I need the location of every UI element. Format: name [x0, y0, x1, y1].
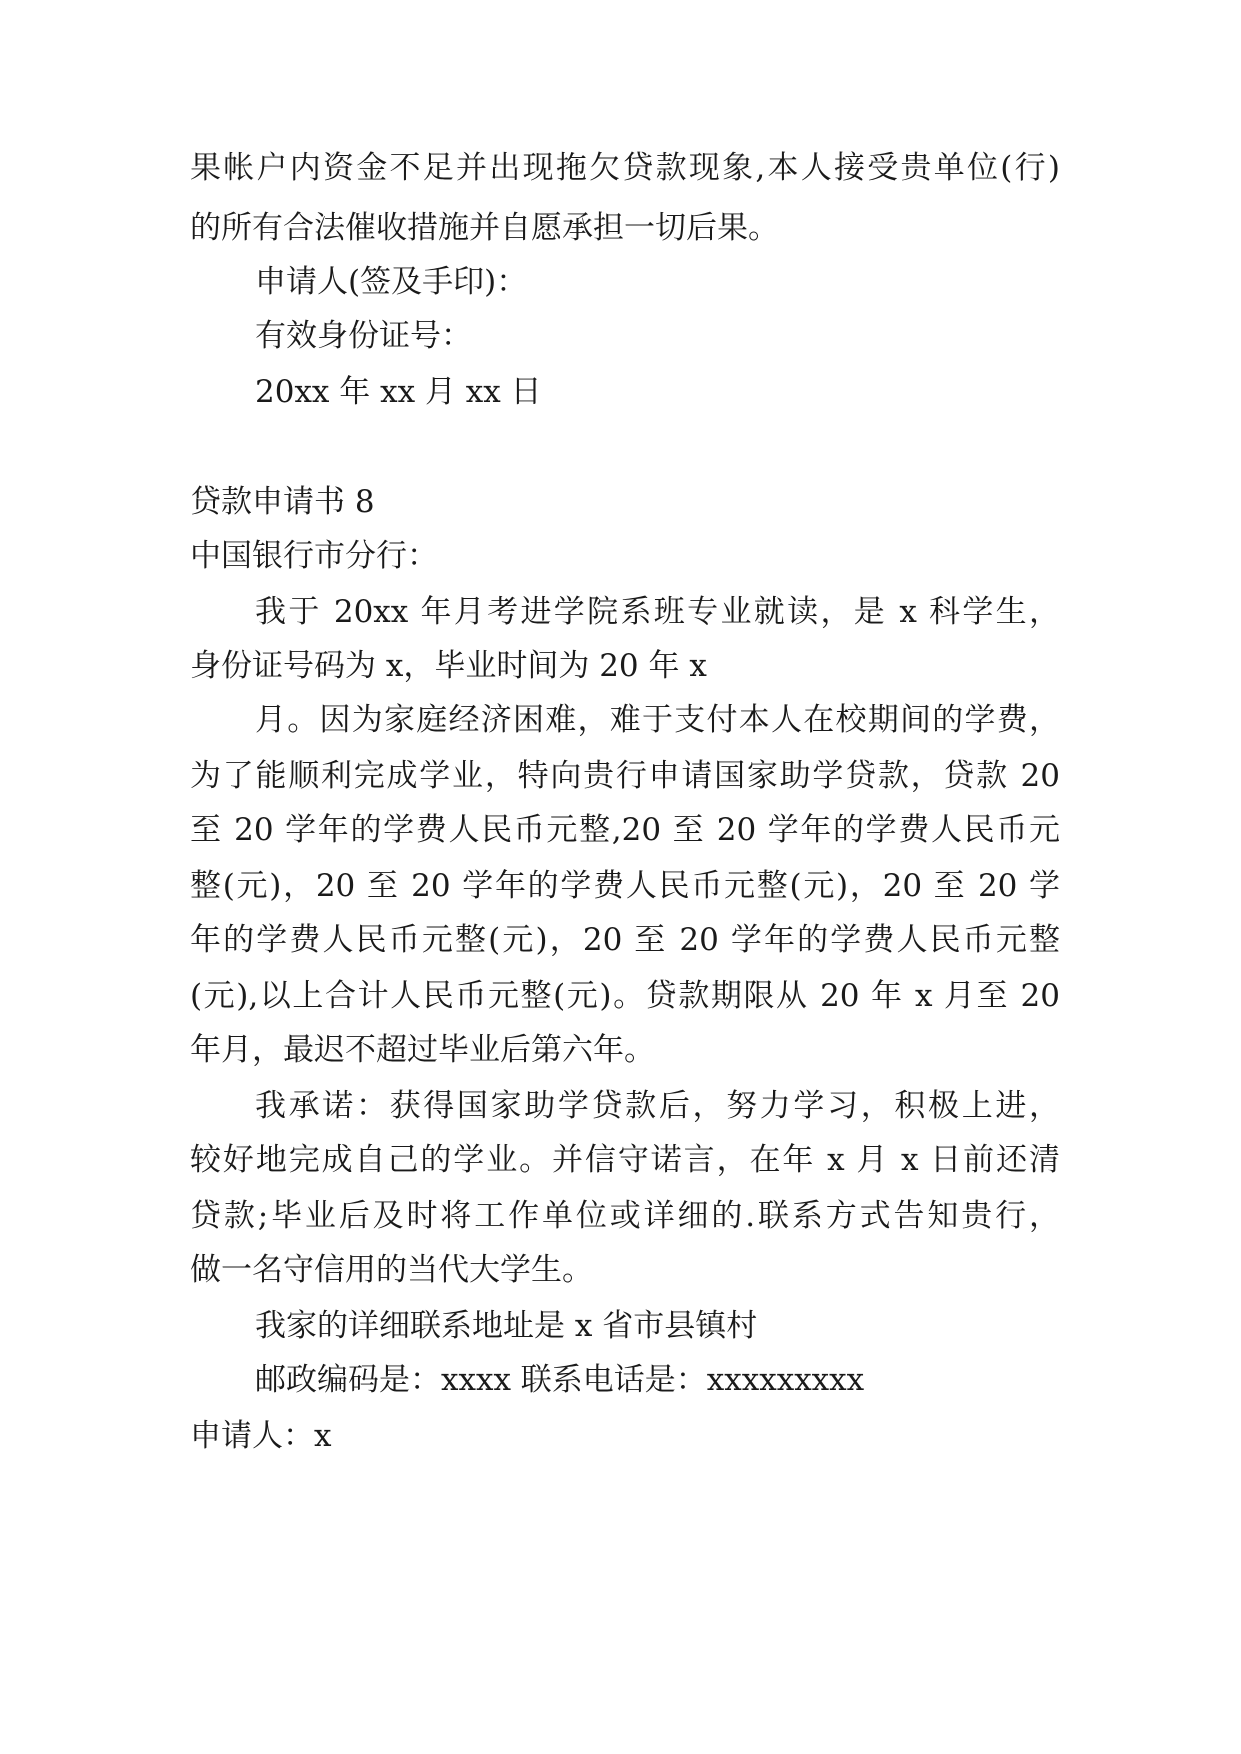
section-title: 贷款申请书 8: [190, 484, 375, 520]
intro-line-2: 的所有合法催收措施并自愿承担一切后果。: [190, 210, 779, 246]
para3-line-1: 我承诺：获得国家助学贷款后，努力学习，积极上进，: [255, 1088, 1060, 1124]
para2-line-7: 年月，最迟不超过毕业后第六年。: [190, 1032, 655, 1068]
para1-line-1: 我于 20xx 年月考进学院系班专业就读，是 x 科学生，: [255, 594, 1060, 630]
signature-id-number: 有效身份证号：: [255, 318, 472, 354]
address-line: 我家的详细联系地址是 x 省市县镇村: [255, 1308, 758, 1344]
signature-applicant: 申请人(签及手印)：: [255, 264, 528, 300]
signature-date: 20xx 年 xx 月 xx 日: [255, 374, 542, 410]
para2-line-5: 年的学费人民币元整(元)，20 至 20 学年的学费人民币元整: [190, 922, 1061, 958]
para2-line-2: 为了能顺利完成学业，特向贵行申请国家助学贷款，贷款 20: [190, 758, 1060, 794]
closing-applicant: 申请人：x: [190, 1418, 332, 1454]
intro-line-1: 果帐户内资金不足并出现拖欠贷款现象,本人接受贵单位(行): [190, 150, 1060, 186]
para2-line-1: 月。因为家庭经济困难，难于支付本人在校期间的学费，: [255, 702, 1060, 738]
para2-line-6: (元),以上合计人民币元整(元)。贷款期限从 20 年 x 月至 20: [190, 978, 1060, 1014]
addressee: 中国银行市分行：: [190, 538, 438, 574]
para3-line-4: 做一名守信用的当代大学生。: [190, 1252, 593, 1288]
para2-line-3: 至 20 学年的学费人民币元整,20 至 20 学年的学费人民币元: [190, 812, 1060, 848]
para2-line-4: 整(元)，20 至 20 学年的学费人民币元整(元)，20 至 20 学: [190, 868, 1060, 904]
postal-phone-line: 邮政编码是：xxxx 联系电话是：xxxxxxxxx: [255, 1362, 865, 1398]
para3-line-2: 较好地完成自己的学业。并信守诺言，在年 x 月 x 日前还清: [190, 1142, 1060, 1178]
para1-line-2: 身份证号码为 x，毕业时间为 20 年 x: [190, 648, 707, 684]
para3-line-3: 贷款;毕业后及时将工作单位或详细的.联系方式告知贵行，: [190, 1198, 1060, 1234]
